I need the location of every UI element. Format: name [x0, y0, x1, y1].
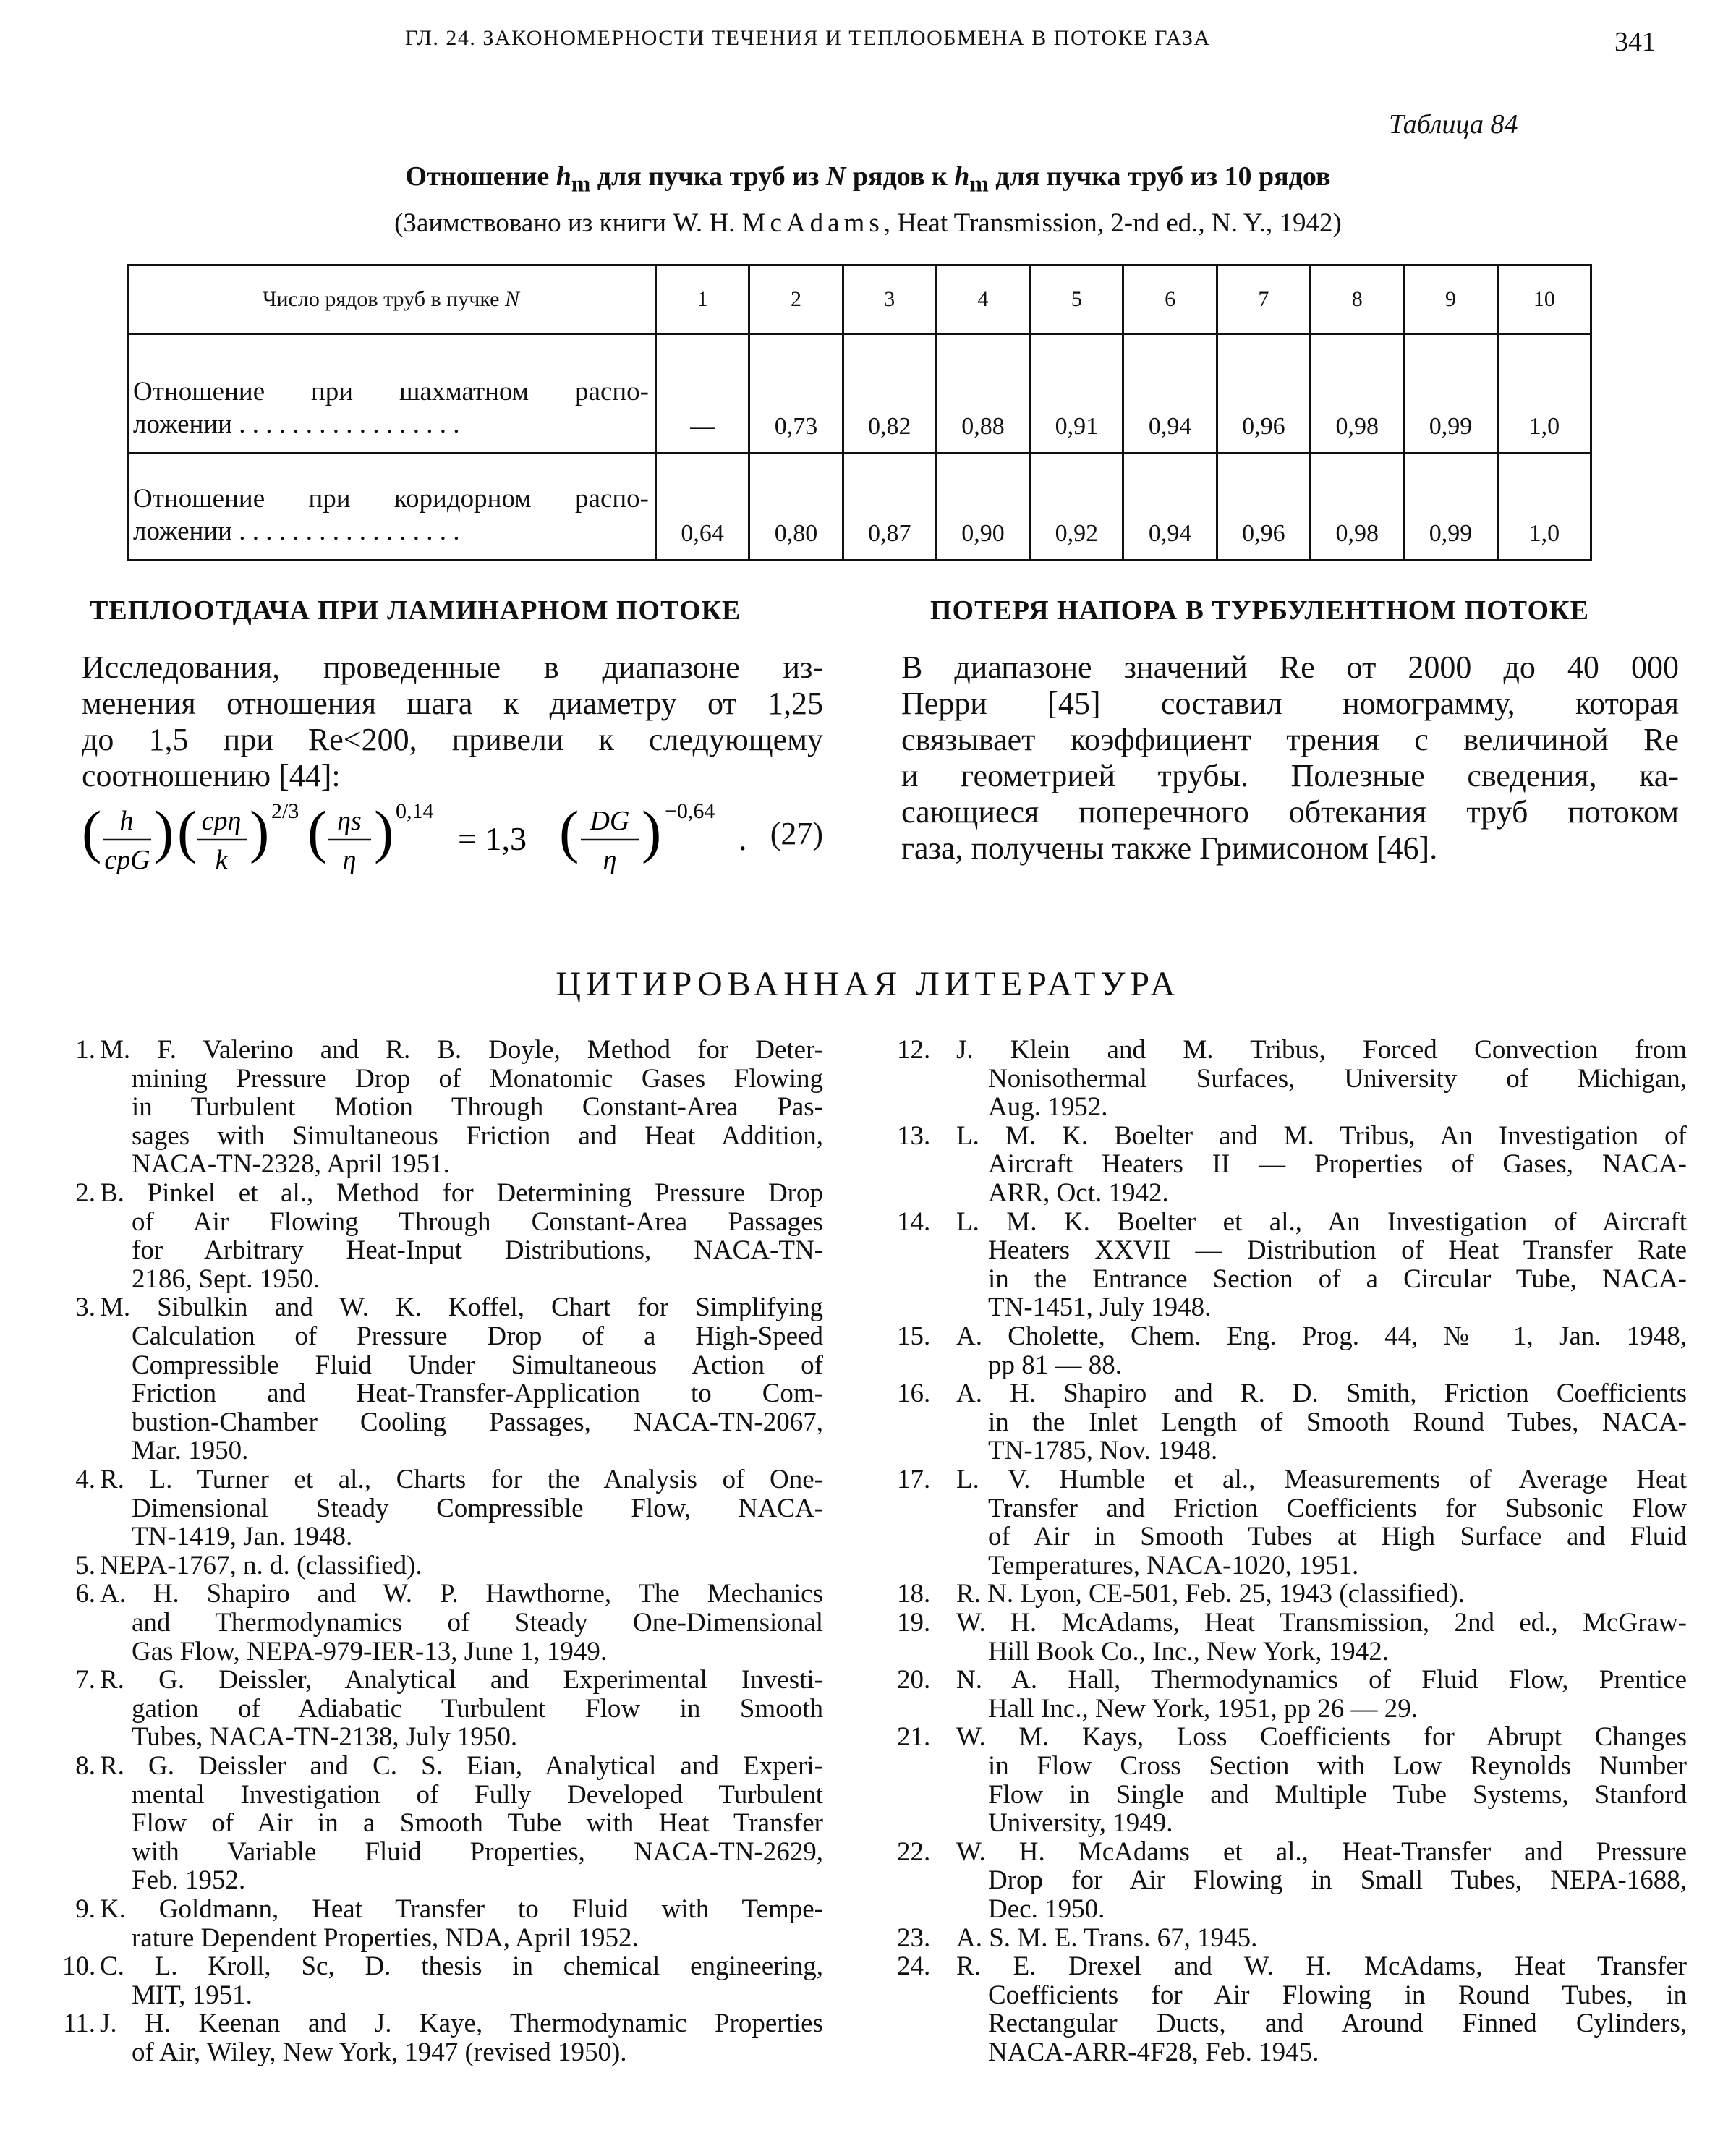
formula-term: h: [119, 806, 134, 836]
paren-left: (: [177, 799, 197, 864]
reference-number: 12.: [897, 1035, 931, 1065]
paren-left: (: [307, 799, 328, 864]
reference-line: Aircraft Heaters II — Properties of Gases, NACA-: [988, 1149, 1687, 1180]
reference-line: Drop for Air Flowing in Small Tubes, NEPA-1688,: [988, 1865, 1687, 1896]
reference-number: 18.: [897, 1579, 931, 1609]
text-line: В диапазоне значений Re от 2000 до 40 000: [901, 650, 1679, 685]
reference-entry: [75, 1665, 823, 1753]
reference-entry: [75, 1178, 823, 1294]
table-number: Таблица 84: [1389, 109, 1518, 140]
reference-line: mining Pressure Drop of Monatomic Gases Flowing: [132, 1063, 823, 1094]
reference-number: 15.: [897, 1321, 931, 1351]
reference-line: Compressible Fluid Under Simultaneous Action of: [132, 1350, 823, 1380]
table-cell: 0,88: [936, 334, 1029, 454]
table-title: [0, 161, 1736, 197]
reference-entry: [897, 1923, 1687, 1953]
reference-number: 9.: [75, 1894, 95, 1924]
text-line: Исследования, проведенные в диапазоне из-: [82, 650, 823, 685]
table-cell: 0,96: [1217, 454, 1310, 561]
reference-line: and Thermodynamics of Steady One-Dimensional: [132, 1607, 823, 1638]
reference-line: Gas Flow, NEPA-979-IER-13, June 1, 1949.: [132, 1636, 608, 1666]
equation-number: (27): [770, 816, 823, 851]
table-cell: 0,64: [656, 454, 749, 561]
reference-line: of Air Flowing Through Constant-Area Passages: [132, 1206, 823, 1237]
table-cell: 0,91: [1030, 334, 1123, 454]
reference-number: 23.: [897, 1923, 931, 1953]
reference-line: W. M. Kays, Loss Coefficients for Abrupt Changes: [956, 1722, 1687, 1753]
table-title-sub: m: [571, 171, 591, 197]
reference-number: 1.: [75, 1035, 95, 1065]
text-line: Перри [45] составил номограмму, которая: [901, 686, 1679, 721]
table-title-h: h: [954, 161, 970, 192]
text-line: связывает коэффициент трения с величиной Re: [901, 722, 1679, 757]
reference-line: University, 1949.: [988, 1808, 1173, 1839]
reference-entry: [897, 1465, 1687, 1580]
reference-line: NEPA-1767, n. d. (classified).: [100, 1550, 422, 1580]
reference-number: 5.: [75, 1550, 95, 1580]
turbulent-paragraph: [901, 650, 1679, 867]
reference-number: 3.: [75, 1293, 95, 1323]
reference-line: Hill Book Co., Inc., New York, 1942.: [988, 1636, 1389, 1666]
paren-left: (: [82, 799, 102, 864]
table-title-part: Отношение: [405, 161, 556, 192]
reference-line: with Variable Fluid Properties, NACA-TN-2629,: [132, 1836, 823, 1867]
reference-line: Flow of Air in a Smooth Tube with Heat Transfer: [132, 1808, 823, 1839]
table-cell: 0,87: [843, 454, 936, 561]
reference-number: 20.: [897, 1665, 931, 1695]
reference-line: gation of Adiabatic Turbulent Flow in Smooth: [132, 1693, 823, 1724]
reference-number: 24.: [897, 1951, 931, 1982]
table-title-n: N: [825, 161, 846, 192]
reference-line: bustion-Chamber Cooling Passages, NACA-TN-2067,: [132, 1407, 823, 1437]
formula-27: [82, 799, 823, 879]
exponent: 0,14: [396, 799, 434, 823]
table-header-cell: 7: [1217, 265, 1310, 334]
reference-line: Feb. 1952.: [132, 1865, 246, 1896]
reference-line: Calculation of Pressure Drop of a High-Speed: [132, 1321, 823, 1351]
formula-term: cpG: [104, 845, 150, 875]
table-source-author: McAdams: [741, 208, 884, 238]
paren-right: ): [154, 799, 174, 864]
reference-number: 6.: [75, 1579, 95, 1609]
reference-line: pp 81 — 88.: [988, 1350, 1122, 1380]
references-heading: ЦИТИРОВАННАЯ ЛИТЕРАТУРА: [556, 965, 1180, 1003]
reference-entry: [62, 1951, 823, 2010]
reference-line: NACA-TN-2328, April 1951.: [132, 1149, 450, 1180]
reference-line: L. M. K. Boelter et al., An Investigation of Aircraft: [956, 1206, 1687, 1237]
reference-number: 16.: [897, 1379, 931, 1409]
reference-entry: [897, 1321, 1687, 1380]
reference-line: R. G. Deissler, Analytical and Experimental Investi-: [100, 1665, 823, 1695]
exponent: −0,64: [665, 799, 715, 823]
paren-right: ): [250, 799, 270, 864]
formula-term: η: [342, 845, 357, 875]
reference-number: 4.: [75, 1465, 95, 1494]
table-header-cell: 3: [843, 265, 936, 334]
reference-line: mental Investigation of Fully Developed Turbulent: [132, 1779, 823, 1810]
formula-term: DG: [590, 806, 630, 836]
table-cell: 0,98: [1311, 334, 1404, 454]
reference-line: A. S. M. E. Trans. 67, 1945.: [956, 1923, 1258, 1953]
formula-term: ηs: [337, 806, 362, 836]
formula-drawing: [82, 799, 823, 879]
paren-right: ): [374, 799, 394, 864]
reference-number: 19.: [897, 1608, 931, 1638]
reference-line: sages with Simultaneous Friction and Heat Addition,: [132, 1120, 823, 1151]
text-line: до 1,5 при Re<200, привели к следующему: [82, 722, 823, 757]
paren-right: ): [642, 799, 662, 864]
reference-entry: [75, 1751, 823, 1896]
reference-line: TN-1451, July 1948.: [988, 1293, 1212, 1323]
reference-line: in Turbulent Motion Through Constant-Area Pas-: [132, 1092, 823, 1123]
reference-entry: [75, 1550, 823, 1580]
table-source: [0, 208, 1736, 239]
reference-entry: [897, 1035, 1687, 1123]
reference-line: M. Sibulkin and W. K. Koffel, Chart for Simplifying: [100, 1293, 823, 1323]
reference-line: for Arbitrary Heat-Input Distributions, NACA-TN-: [132, 1235, 823, 1266]
laminar-paragraph: [82, 650, 823, 794]
reference-line: Transfer and Friction Coefficients for Subsonic Flow: [988, 1493, 1687, 1523]
reference-line: Mar. 1950.: [132, 1436, 249, 1466]
reference-line: N. A. Hall, Thermodynamics of Fluid Flow, Prentice: [956, 1665, 1687, 1695]
table-row-label: Отношение при шахматном распо- ложении . . . . . . . . . . . . . . . . .: [128, 334, 656, 454]
reference-line: A. Cholette, Chem. Eng. Prog. 44, № 1, Jan. 1948,: [956, 1321, 1687, 1351]
reference-line: C. L. Kroll, Sc, D. thesis in chemical engineering,: [100, 1951, 823, 1982]
table-header-label: Число рядов труб в пучке N: [128, 265, 656, 334]
reference-line: J. Klein and M. Tribus, Forced Convection from: [956, 1035, 1687, 1065]
table-title-h: h: [556, 161, 571, 192]
reference-number: 10.: [62, 1951, 96, 1982]
table-header-cell: 1: [656, 265, 749, 334]
reference-line: K. Goldmann, Heat Transfer to Fluid with Tempe-: [100, 1894, 823, 1924]
reference-line: of Air, Wiley, New York, 1947 (revised 1950).: [132, 2037, 627, 2067]
reference-line: Hall Inc., New York, 1951, pp 26 — 29.: [988, 1693, 1418, 1724]
text-line: сающиеся поперечного обтекания труб потоком: [901, 794, 1679, 830]
reference-line: Coefficients for Air Flowing in Round Tubes, in: [988, 1980, 1687, 2010]
exponent: 2/3: [271, 799, 299, 823]
table-header-cell: 2: [749, 265, 843, 334]
reference-line: L. V. Humble et al., Measurements of Average Heat: [956, 1465, 1687, 1494]
reference-entry: [63, 2009, 823, 2067]
table-title-part: рядов к: [846, 161, 955, 192]
table-cell: 0,73: [749, 334, 843, 454]
reference-entry: [75, 1465, 823, 1552]
formula-term: η: [603, 845, 617, 875]
reference-number: 22.: [897, 1836, 931, 1867]
table-cell: 0,82: [843, 334, 936, 454]
formula-term: cpη: [201, 806, 242, 836]
text-line: менения отношения шага к диаметру от 1,25: [82, 686, 823, 721]
reference-line: L. M. K. Boelter and M. Tribus, An Investigation of: [956, 1120, 1687, 1151]
reference-line: Temperatures, NACA-1020, 1951.: [988, 1550, 1359, 1580]
table-header-cell: 6: [1123, 265, 1217, 334]
running-head: ГЛ. 24. ЗАКОНОМЕРНОСТИ ТЕЧЕНИЯ И ТЕПЛООБМЕНА В ПОТОКЕ ГАЗА: [405, 26, 1211, 50]
formula-term: .: [739, 820, 747, 857]
reference-line: in the Entrance Section of a Circular Tube, NACA-: [988, 1264, 1687, 1294]
reference-line: R. E. Drexel and W. H. McAdams, Heat Transfer: [956, 1951, 1687, 1982]
reference-line: W. H. McAdams et al., Heat-Transfer and Pressure: [956, 1836, 1687, 1867]
table-cell: —: [656, 334, 749, 454]
reference-line: R. G. Deissler and C. S. Eian, Analytical and Experi-: [100, 1751, 823, 1781]
reference-entry: [897, 1722, 1687, 1839]
reference-line: B. Pinkel et al., Method for Determining Pressure Drop: [100, 1178, 823, 1208]
reference-line: Heaters XXVII — Distribution of Heat Transfer Rate: [988, 1235, 1687, 1266]
table-cell: 0,90: [936, 454, 1029, 561]
reference-line: ARR, Oct. 1942.: [988, 1178, 1169, 1208]
reference-line: R. N. Lyon, CE-501, Feb. 25, 1943 (classified).: [956, 1579, 1465, 1609]
reference-line: in the Inlet Length of Smooth Round Tubes, NACA-: [988, 1407, 1687, 1437]
reference-entry: [897, 1579, 1687, 1609]
table-header-cell: 5: [1030, 265, 1123, 334]
reference-line: TN-1419, Jan. 1948.: [132, 1522, 353, 1552]
table-source-part: (Заимствовано из книги W. H.: [394, 208, 742, 238]
reference-line: in Flow Cross Section with Low Reynolds Number: [988, 1750, 1687, 1781]
table-cell: 0,99: [1404, 334, 1497, 454]
reference-entry: [897, 1120, 1687, 1208]
table-cell: 1,0: [1497, 454, 1591, 561]
table-header-cell: 8: [1311, 265, 1404, 334]
table-cell: 0,94: [1123, 454, 1217, 561]
paren-left: (: [559, 799, 579, 864]
table-cell: 0,96: [1217, 334, 1310, 454]
table-title-part: для пучка труб из 10 рядов: [988, 161, 1331, 192]
table-cell: 1,0: [1497, 334, 1591, 454]
reference-line: A. H. Shapiro and W. P. Hawthorne, The Mechanics: [100, 1579, 823, 1609]
turbulent-heading: ПОТЕРЯ НАПОРА В ТУРБУЛЕНТНОМ ПОТОКЕ: [930, 595, 1589, 626]
reference-line: J. H. Keenan and J. Kaye, Thermodynamic Properties: [100, 2009, 823, 2039]
laminar-heading: ТЕПЛООТДАЧА ПРИ ЛАМИНАРНОМ ПОТОКЕ: [90, 595, 741, 626]
reference-entry: [897, 1608, 1687, 1666]
reference-entry: [897, 1665, 1687, 1724]
reference-line: M. F. Valerino and R. B. Doyle, Method for Deter-: [100, 1035, 823, 1065]
reference-entry: [75, 1035, 823, 1180]
table-title-part: для пучка труб из: [590, 161, 826, 192]
reference-line: of Air in Smooth Tubes at High Surface and Fluid: [988, 1522, 1687, 1552]
reference-line: Dec. 1950.: [988, 1894, 1105, 1924]
reference-entry: [897, 1379, 1687, 1466]
reference-line: Aug. 1952.: [988, 1092, 1108, 1123]
table-cell: 0,92: [1030, 454, 1123, 561]
text-line: соотношению [44]:: [82, 758, 341, 793]
reference-number: 2.: [75, 1178, 95, 1208]
reference-line: Tubes, NACA-TN-2138, July 1950.: [132, 1722, 518, 1753]
reference-line: MIT, 1951.: [132, 1980, 252, 2010]
table-source-part: , Heat Transmission, 2-nd ed., N. Y., 1942): [883, 208, 1342, 238]
table-title-sub: m: [969, 171, 989, 197]
reference-number: 13.: [897, 1120, 931, 1151]
reference-line: Friction and Heat-Transfer-Application to Com-: [132, 1379, 823, 1409]
reference-entry: [75, 1293, 823, 1466]
table-cell: 0,94: [1123, 334, 1217, 454]
reference-entry: [75, 1894, 823, 1953]
reference-entry: [897, 1836, 1687, 1924]
reference-line: Rectangular Ducts, and Around Finned Cylinders,: [988, 2009, 1687, 2039]
reference-number: 7.: [75, 1665, 95, 1695]
reference-number: 21.: [897, 1722, 931, 1753]
table-header-cell: 10: [1497, 265, 1591, 334]
table-header-row: [128, 265, 1591, 334]
reference-number: 17.: [897, 1465, 931, 1494]
reference-line: Dimensional Steady Compressible Flow, NACA-: [132, 1493, 823, 1523]
reference-number: 14.: [897, 1206, 931, 1237]
table-cell: 0,98: [1311, 454, 1404, 561]
reference-entry: [897, 1951, 1687, 2067]
text-line: и геометрией трубы. Полезные сведения, ка-: [901, 758, 1679, 793]
table-header-cell: 4: [936, 265, 1029, 334]
reference-line: Nonisothermal Surfaces, University of Michigan,: [988, 1063, 1687, 1094]
table-row: [128, 454, 1591, 561]
reference-line: R. L. Turner et al., Charts for the Analysis of One-: [100, 1465, 823, 1494]
table-row-label: Отношение при коридорном распо- ложении . . . . . . . . . . . . . . . . .: [128, 454, 656, 561]
formula-term: k: [215, 845, 228, 875]
formula-term: = 1,3: [458, 820, 527, 857]
reference-line: 2186, Sept. 1950.: [132, 1264, 320, 1294]
reference-line: Flow in Single and Multiple Tube Systems, Stanford: [988, 1779, 1687, 1810]
reference-line: W. H. McAdams, Heat Transmission, 2nd ed., McGraw-: [956, 1608, 1687, 1638]
text-line: газа, получены также Гримисоном [46].: [901, 830, 1438, 866]
table-row: [128, 334, 1591, 454]
reference-line: TN-1785, Nov. 1948.: [988, 1436, 1218, 1466]
reference-line: A. H. Shapiro and R. D. Smith, Friction Coefficients: [956, 1379, 1687, 1409]
table-cell: 0,99: [1404, 454, 1497, 561]
ratio-table: [127, 264, 1592, 561]
reference-number: 11.: [63, 2009, 95, 2039]
page-number: 341: [1614, 27, 1656, 57]
reference-entry: [75, 1579, 823, 1666]
reference-entry: [897, 1206, 1687, 1323]
reference-line: NACA-ARR-4F28, Feb. 1945.: [988, 2037, 1319, 2067]
reference-number: 8.: [75, 1751, 95, 1781]
table-cell: 0,80: [749, 454, 843, 561]
reference-line: rature Dependent Properties, NDA, April 1952.: [132, 1923, 639, 1953]
table-header-cell: 9: [1404, 265, 1497, 334]
